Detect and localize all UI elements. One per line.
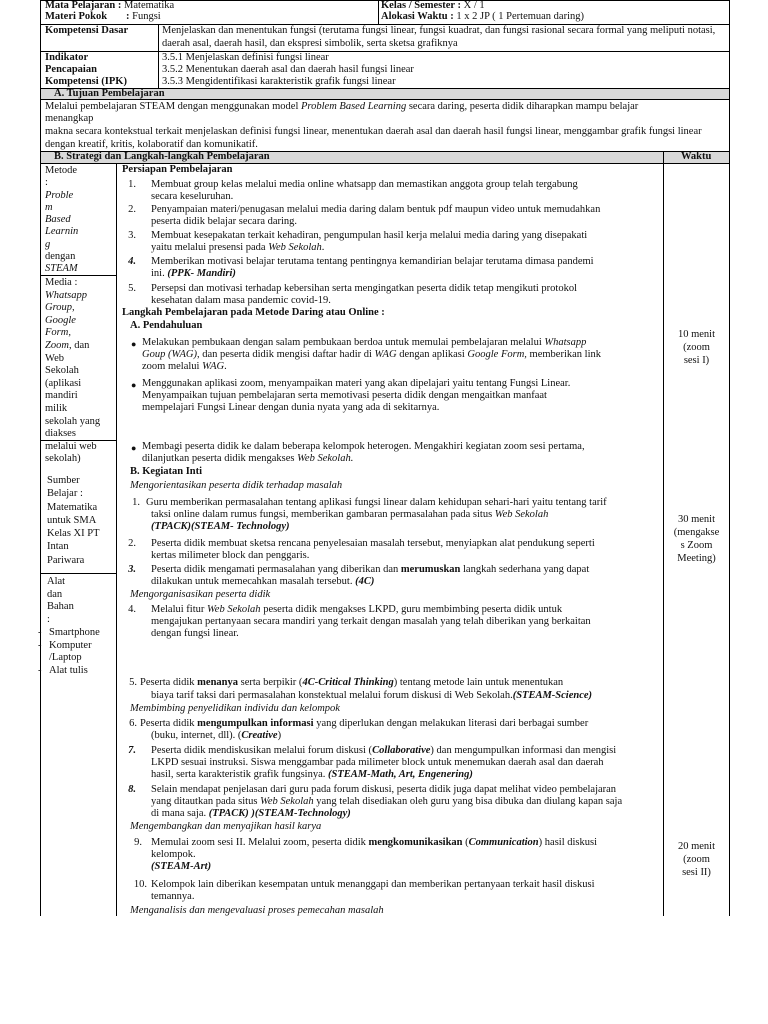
text: .	[321, 242, 325, 253]
phase-label: Membimbing penyelidikan individu dan kelompok	[130, 703, 340, 714]
text: :	[47, 613, 50, 625]
list-item: Membagi peserta didik ke dalam beberapa kelompok heterogen. Mengakhiri kegiatan zoom sesi pertama,	[142, 441, 585, 452]
phase-label: Menganalisis dan mengevaluasi proses pemecahan masalah	[130, 905, 384, 916]
list-item: LKPD sesuai instruksi. Siswa menggambar pada milimeter block untuk menemukan daerah asal dan daerah	[151, 757, 604, 768]
text: 30 menit	[677, 514, 716, 525]
list-item: kelompok.	[151, 849, 196, 860]
list-number: 4.	[128, 604, 136, 615]
list-number: 7.	[128, 745, 136, 756]
text: secara daring, peserta didik diharapkan mampu belajar	[406, 101, 639, 112]
ipk-item: 3.5.2 Menentukan daerah asal dan daerah hasil fungsi linear	[162, 64, 414, 75]
bullet-icon: ●	[131, 339, 137, 349]
list-item	[151, 604, 562, 617]
text: yang ditautkan pada situs	[151, 796, 261, 807]
list-item: dengan fungsi linear.	[151, 628, 239, 639]
ipk-label-2: Pencapaian	[45, 64, 97, 75]
text: Web Sekolah	[268, 242, 322, 253]
text: Kelas XI PT	[47, 528, 100, 540]
kelas-label: Kelas / Semester :	[381, 0, 461, 11]
kd-label: Kompetensi Dasar	[45, 25, 129, 36]
list-number: 1.	[128, 179, 136, 190]
list-item	[142, 337, 586, 350]
text: Collaborative	[372, 745, 431, 756]
text: Form,	[45, 327, 71, 339]
text: sesi II)	[682, 867, 711, 878]
waktu-heading: Waktu	[681, 151, 712, 162]
text: .	[224, 361, 227, 372]
tujuan-line2: menangkap	[45, 113, 94, 124]
text: (buku, internet, dll). (	[151, 730, 242, 741]
alat-dash: -	[38, 627, 42, 638]
text: mengumpulkan informasi	[197, 718, 314, 729]
list-number: 2.	[128, 204, 136, 215]
text: merumuskan	[400, 564, 461, 575]
list-item: (TPACK)(STEAM- Technology)	[151, 521, 290, 532]
text: sekolah)	[45, 453, 81, 465]
text: ) tentang metode lain untuk menentukan	[393, 677, 564, 688]
text: untuk SMA	[47, 514, 97, 526]
text: melalui web	[45, 440, 97, 452]
list-item	[140, 718, 588, 731]
alat-dash: -	[38, 640, 42, 651]
alat-item: Komputer	[49, 640, 92, 651]
rule	[116, 163, 117, 916]
text: Melakukan pembukaan dengan salam pembukaan berdoa untuk memulai pembelajaran melalui	[142, 337, 545, 348]
text: ) dan mengumpulkan informasi dan mengisi	[430, 745, 617, 756]
list-item: (STEAM-Art)	[151, 861, 212, 872]
text: Metode	[45, 165, 78, 176]
persiapan-title: Persiapan Pembelajaran	[122, 164, 233, 175]
alokasi-label: Alokasi Waktu :	[381, 11, 454, 22]
text: (4C)	[355, 576, 375, 587]
text: Whatsapp	[45, 289, 87, 301]
list-item	[151, 808, 351, 821]
inti-title: B. Kegiatan Inti	[130, 466, 203, 477]
list-item	[151, 837, 597, 850]
text: 20 menit	[677, 841, 716, 852]
text: WAG	[202, 361, 225, 372]
text: Intan	[47, 541, 69, 553]
list-number: 3.	[128, 230, 136, 241]
text: peserta didik mengakses LKPD, guru membimbing peserta didik untuk	[260, 604, 563, 615]
text: taksi online dalam rumus fungsi, memberikan gambaran permasalahan pada situs	[151, 509, 495, 520]
rule	[40, 573, 116, 574]
text: Belajar :	[47, 488, 83, 500]
text: Web	[45, 352, 64, 364]
text: dan	[47, 588, 63, 600]
list-item	[140, 677, 563, 690]
text: serta berpikir (	[238, 677, 303, 688]
list-item: temannya.	[151, 891, 195, 902]
text: hasil, serta karakteristik grafik fungsinya.	[151, 769, 328, 780]
ipk-item: 3.5.1 Menjelaskan definisi fungsi linear	[162, 52, 329, 63]
text: yang diperlukan dengan melakukan literasi dari berbagai sumber	[313, 718, 589, 729]
alat-dash: -	[38, 665, 42, 676]
text: )	[277, 730, 282, 741]
text: Google Form,	[467, 349, 527, 360]
text: Proble	[45, 189, 74, 201]
list-item: kertas milimeter block dan penggaris.	[151, 550, 310, 561]
waktu-inti-2	[664, 840, 729, 879]
text: Melalui pembelajaran STEAM dengan menggunakan model	[45, 101, 302, 112]
rule	[378, 0, 379, 24]
list-item	[151, 769, 473, 782]
list-number: 3.	[128, 564, 136, 575]
text: Zoom	[45, 339, 69, 351]
list-item	[142, 361, 227, 374]
waktu-pendahuluan	[664, 328, 729, 367]
text: Whatsapp	[544, 337, 587, 348]
text: Problem Based Learning	[301, 101, 407, 112]
list-item: Memberikan motivasi belajar terutama tentang pentingnya kemandirian belajar terutama dimasa pandemi	[151, 256, 594, 267]
text: Peserta didik mendiskusikan melalui forum diskusi (	[151, 745, 373, 756]
media-block	[45, 277, 115, 466]
list-item	[151, 796, 622, 809]
list-number: 5.	[129, 677, 137, 688]
waktu-inti-1	[664, 513, 729, 565]
ipk-label-3: Kompetensi (IPK)	[45, 76, 127, 87]
list-item: Membuat kesepakatan terkait kehadiran, pengumpulan hasil kerja melalui media daring yang disepakati	[151, 230, 588, 241]
alokasi-waktu	[381, 11, 584, 24]
text: Peserta didik mengamati permasalahan yang diberikan dan	[151, 564, 401, 575]
text: 4C-Critical Thinking	[302, 677, 394, 688]
text: STEAM	[45, 263, 78, 275]
list-item: Peserta didik membuat sketsa rencana penyelesaian masalah tersebut, menyiapkan alat pendukung seperti	[151, 538, 595, 549]
text: dengan	[45, 251, 76, 263]
text: (	[462, 837, 469, 848]
alat-block	[47, 576, 115, 626]
metode-block	[45, 165, 115, 276]
text: dilakukan untuk memecahkan masalah tersebut.	[151, 576, 356, 587]
list-number: 5.	[128, 283, 136, 294]
materi-colon: :	[126, 11, 130, 22]
text: :	[45, 177, 48, 189]
list-item	[142, 453, 353, 466]
text: Group,	[45, 302, 75, 314]
tujuan-line1	[45, 101, 638, 114]
text: Goup (WAG)	[142, 349, 197, 360]
list-item	[142, 349, 601, 362]
text: milik	[45, 402, 68, 414]
text: (mengakse	[673, 527, 720, 538]
text: sesi I)	[683, 355, 710, 366]
text: dilanjutkan peserta didik mengakses	[142, 453, 298, 464]
rule	[729, 0, 730, 916]
list-item	[151, 576, 374, 589]
rule	[158, 24, 159, 88]
text: Creative	[241, 730, 278, 741]
text: Peserta didik	[140, 677, 198, 688]
text: (STEAM-Science)	[512, 690, 593, 701]
text: Sekolah	[45, 365, 79, 377]
text: (TPACK) )(STEAM-Technology)	[208, 808, 351, 819]
kelas-value: X / 1	[463, 0, 485, 11]
bullet-icon: ●	[131, 380, 137, 390]
text: langkah sederhana yang dapat	[460, 564, 590, 575]
text: memberikan link	[526, 349, 601, 360]
ipk-item: 3.5.3 Mengidentifikasi karakteristik grafik fungsi linear	[162, 76, 396, 87]
text: sekolah yang	[45, 415, 101, 427]
text: ) hasil diskusi	[538, 837, 597, 848]
text: , dan peserta didik mengisi daftar hadir di	[196, 349, 375, 360]
rule	[40, 51, 730, 52]
text: biaya tarif taksi dari permasalahan konstektual melalui forum diskusi di Web Sekolah.	[151, 690, 513, 701]
list-item: secara keseluruhan.	[151, 191, 234, 202]
text: Matematika	[47, 501, 98, 513]
text: Memulai zoom sesi II. Melalui zoom, peserta didik	[151, 837, 369, 848]
text: mandiri	[45, 390, 78, 402]
kd-text: Menjelaskan dan menentukan fungsi (terutama fungsi linear, fungsi kuadrat, dan fungsi rasional secara formal yang meliputi notasi, daerah asal, daerah hasil, dan ekspresi simbolik, serta sketsa grafiknya	[162, 25, 716, 49]
text: Web Sekolah	[207, 604, 261, 615]
text: dengan aplikasi	[396, 349, 468, 360]
text: (PPK- Mandiri)	[167, 268, 236, 279]
phase-label: Mengorientasikan peserta didik terhadap masalah	[130, 480, 343, 491]
text: , dan	[68, 339, 90, 351]
list-item: mengajukan pertanyaan secara mandiri yang terkait dengan masalah yang telah diberikan yang berkaitan	[151, 616, 591, 627]
text: menanya	[197, 677, 238, 688]
text: diakses	[45, 428, 76, 440]
text: g	[45, 238, 51, 250]
list-item	[151, 268, 236, 281]
rule	[40, 0, 41, 916]
materi-value: Fungsi	[132, 11, 161, 22]
text: mengkomunikasikan	[368, 837, 463, 848]
text: Based	[45, 214, 71, 226]
sumber-block	[47, 474, 115, 567]
list-item: mempelajari Fungsi Linear dengan dunia nyata yang ada di sekitarnya.	[142, 402, 440, 413]
tujuan-heading: A. Tujuan Pembelajaran	[54, 88, 165, 99]
text: s Zoom	[680, 540, 713, 551]
text: (STEAM-Math, Art, Engenering)	[328, 769, 473, 780]
text: zoom melalui	[142, 361, 203, 372]
text: m	[45, 201, 53, 213]
list-number: 2.	[128, 538, 136, 549]
list-item: Persepsi dan motivasi terhadap kebersihan serta mengingatkan peserta didik tetap mengikuti protokol	[151, 283, 578, 294]
alat-item: Alat tulis	[49, 665, 88, 676]
text: Alat	[47, 576, 66, 587]
text: yaitu melalui presensi pada	[151, 242, 269, 253]
text: Meeting)	[677, 553, 716, 564]
materi-value-wrap	[126, 11, 161, 24]
list-number: 4.	[128, 256, 136, 267]
text: Media :	[45, 277, 78, 288]
text: ini.	[151, 268, 168, 279]
list-item	[151, 242, 324, 255]
list-item: Membuat group kelas melalui media online whatsapp dan memastikan anggota group telah tergabung	[151, 179, 578, 190]
alat-item: Smartphone	[49, 627, 100, 638]
phase-label: Mengorganisasikan peserta didik	[130, 589, 271, 600]
text: Google	[45, 314, 76, 326]
list-number: 9.	[134, 837, 142, 848]
text: Web Sekolah	[494, 509, 549, 520]
text: di mana saja.	[151, 808, 209, 819]
list-item	[151, 730, 281, 743]
list-item: Kelompok lain diberikan kesempatan untuk menanggapi dan memberikan pertanyaan terkait hasil diskusi	[151, 879, 595, 890]
list-number: 8.	[128, 784, 136, 795]
list-item: Menyampaikan tujuan pembelajaran serta memotivasi peserta didik dengan mengaitkan manfaat	[142, 390, 547, 401]
pendahuluan-title: A. Pendahuluan	[130, 320, 203, 331]
list-item	[151, 745, 616, 758]
text: (zoom	[683, 342, 710, 353]
text: WAG	[374, 349, 397, 360]
strategi-heading: B. Strategi dan Langkah-langkah Pembelajaran	[54, 151, 270, 162]
list-item: Guru memberikan permasalahan tentang aplikasi fungsi linear dalam kehidupan sehari-hari yaitu tentang tarif	[146, 497, 607, 508]
materi-label: Materi Pokok	[45, 11, 108, 22]
list-number: 6.	[129, 718, 137, 729]
phase-label: Mengembangkan dan menyajikan hasil karya	[130, 821, 322, 832]
alat-item: /Laptop	[49, 652, 82, 663]
text: (zoom	[683, 854, 710, 865]
text: Bahan	[47, 601, 74, 613]
materi-pokok	[45, 11, 107, 24]
list-item	[151, 564, 589, 577]
text: 10 menit	[677, 329, 716, 340]
alokasi-value: 1 x 2 JP ( 1 Pertemuan daring)	[456, 11, 585, 22]
tujuan-para2: makna secara kontekstual terkait menjelaskan definisi fungsi linear, menentukan daerah asal dan daerah hasil fungsi linear, menggambar grafik fungsi linear dengan kreatif, kritis, kolaboratif dan komunikatif.	[45, 126, 702, 150]
text: Pariwara	[47, 554, 85, 566]
mapel-label: Mata Pelajaran :	[45, 0, 122, 11]
text: Sumber	[47, 475, 80, 486]
list-number: 10.	[133, 879, 147, 890]
text: Web Sekolah	[260, 796, 314, 807]
list-number: 1.	[132, 497, 140, 508]
text: yang telah disediakan oleh guru yang bisa dibuka dan diulang kapan saja	[313, 796, 623, 807]
langkah-title: Langkah Pembelajaran pada Metode Daring atau Online :	[122, 307, 385, 318]
mapel-value: Matematika	[124, 0, 175, 11]
list-item: peserta didik belajar secara daring.	[151, 216, 298, 227]
list-item: Selain mendapat penjelasan dari guru pada forum diskusi, peserta didik juga dapat melihat video pembelajaran	[151, 784, 617, 795]
text: Melalui fitur	[151, 604, 207, 615]
list-item	[151, 509, 548, 522]
list-item: kesehatan dalam masa pandemic covid-19.	[151, 295, 331, 306]
list-item: Menggunakan aplikasi zoom, menyampaikan materi yang akan dipelajari yaitu tentang Fungsi Linear.	[142, 378, 571, 389]
list-item	[151, 690, 592, 703]
text: Communication	[468, 837, 539, 848]
text: (aplikasi	[45, 377, 82, 389]
text: Learnin	[45, 226, 79, 238]
ipk-label-1: Indikator	[45, 52, 89, 63]
bullet-icon: ●	[131, 443, 137, 453]
text: Web Sekolah.	[297, 453, 354, 464]
text: Peserta didik	[140, 718, 198, 729]
list-item: Penyampaian materi/penugasan melalui media daring dalam bentuk pdf maupun video untuk memudahkan	[151, 204, 601, 215]
